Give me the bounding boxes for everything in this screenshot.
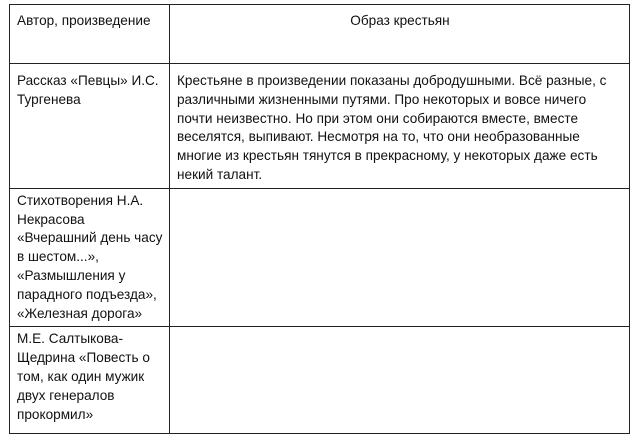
author-text: Рассказ «Певцы» И.С. Тургенева (17, 73, 159, 107)
author-text: Стихотворения Н.А. Некрасова «Вчерашний день часу в шестом...», «Размышления у парадного подъезда», «Железная дорога» (17, 192, 163, 321)
table-row (10, 188, 630, 327)
table-row (10, 327, 630, 434)
image-cell (170, 327, 630, 434)
author-text: М.Е. Салтыкова-Щедрина «Повесть о том, как один мужик двух генералов прокормил» (17, 331, 150, 422)
image-cell (170, 64, 630, 189)
table-row (10, 64, 630, 189)
image-text: Крестьяне в произведении показаны добродушными. Всё разные, с различными жизненными путями. Про некоторых и вовсе ничего почти неизвестно. Но при этом они собираются вместе, вместе веселятся, выпивают. Несмотря на то, что они необразованные многие из крестьян тянутся в прекрасному, у некоторых даже есть некий талант. (177, 73, 607, 182)
author-cell (10, 64, 170, 189)
header-image: Образ крестьян (170, 5, 630, 64)
author-cell (10, 327, 170, 434)
author-cell (10, 188, 170, 327)
table-header-row (10, 5, 630, 64)
image-cell (170, 188, 630, 327)
header-author: Автор, произведение (10, 5, 170, 64)
literature-table (9, 4, 630, 434)
